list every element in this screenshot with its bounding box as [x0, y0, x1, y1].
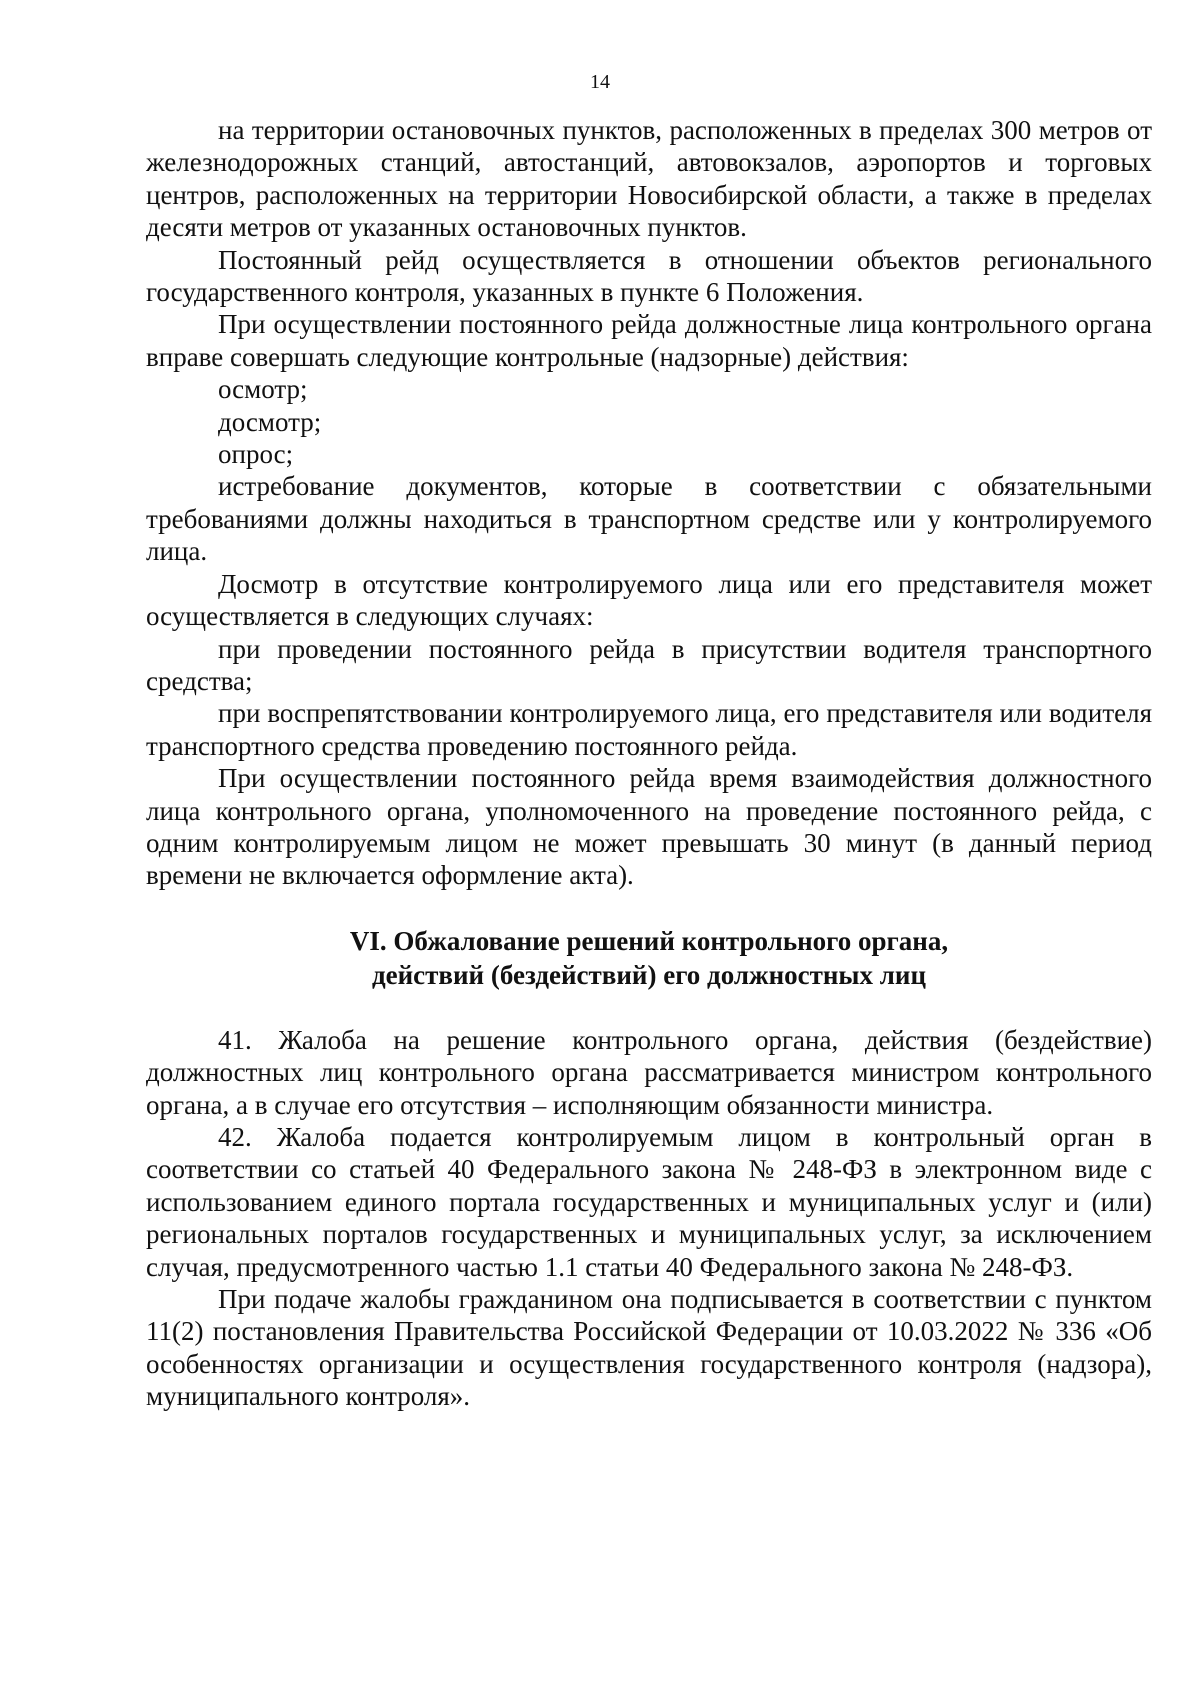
paragraph-permanent-raid: Постоянный рейд осуществляется в отношении объектов регионального государственного контроля, указанных в пункте 6 Положения. [146, 244, 1152, 308]
list-item-inspection: осмотр; [218, 374, 308, 405]
paragraph-search-absence: Досмотр в отсутствие контролируемого лица или его представителя может осуществляется в следующих случаях: [146, 568, 1152, 632]
paragraph-raid-actions: При осуществлении постоянного рейда должностные лица контрольного органа вправе совершать следующие контрольные (надзорные) действия: [146, 309, 1152, 372]
document-body [146, 114, 1152, 1413]
section-heading [146, 924, 1152, 992]
paragraph-citizen-signature: При подаче жалобы гражданином она подписывается в соответствии с пунктом 11(2) постановления Правительства Российской Федерации от 10.03.2022 № 336 «Об особенностях организации и осуществления государственного контроля (надзора), муниципального контроля». [146, 1284, 1152, 1412]
list-item-driver-present: при проведении постоянного рейда в присутствии водителя транспортного средства; [146, 633, 1152, 696]
list-item-document-request: истребование документов, которые в соответствии с обязательными требованиями должны находиться в транспортном средстве или у контролируемого лица. [146, 471, 1152, 567]
section-heading-line-2: действий (бездействий) его должностных лиц [371, 959, 927, 990]
list-item-search: досмотр; [218, 406, 322, 437]
paragraph-41: 41. Жалоба на решение контрольного органа, действия (бездействие) должностных лиц контрольного органа рассматривается министром контрольного органа, а в случае его отсутствия – исполняющим обязанности министра. [146, 1024, 1152, 1120]
paragraph-interaction-time: При осуществлении постоянного рейда время взаимодействия должностного лица контрольного органа, уполномоченного на проведение постоянного рейда, с одним контролируемым лицом не может превышать 30 минут (в данный период времени не включается оформление акта). [146, 763, 1152, 891]
list-item-survey: опрос; [218, 439, 294, 470]
list-item-obstruction: при воспрепятствовании контролируемого лица, его представителя или водителя транспортного средства проведению постоянного рейда. [146, 698, 1152, 761]
paragraph-42: 42. Жалоба подается контролируемым лицом в контрольный орган в соответствии со статьей 40 Федерального закона № 248-ФЗ в электронном виде с использованием единого портала государственных и муниципальных услуг и (или) региональных порталов государственных и муниципальных услуг, за исключением случая, предусмотренного частью 1.1 статьи 40 Федерального закона № 248-ФЗ. [146, 1121, 1152, 1282]
paragraph-bus-stops: на территории остановочных пунктов, расположенных в пределах 300 метров от железнодорожных станций, автостанций, автовокзалов, аэропортов и торговых центров, расположенных на территории Новосибирской области, а также в пределах десяти метров от указанных остановочных пунктов. [146, 115, 1152, 243]
section-heading-line-1: VI. Обжалование решений контрольного органа, [349, 925, 949, 956]
page-number: 14 [590, 71, 610, 93]
